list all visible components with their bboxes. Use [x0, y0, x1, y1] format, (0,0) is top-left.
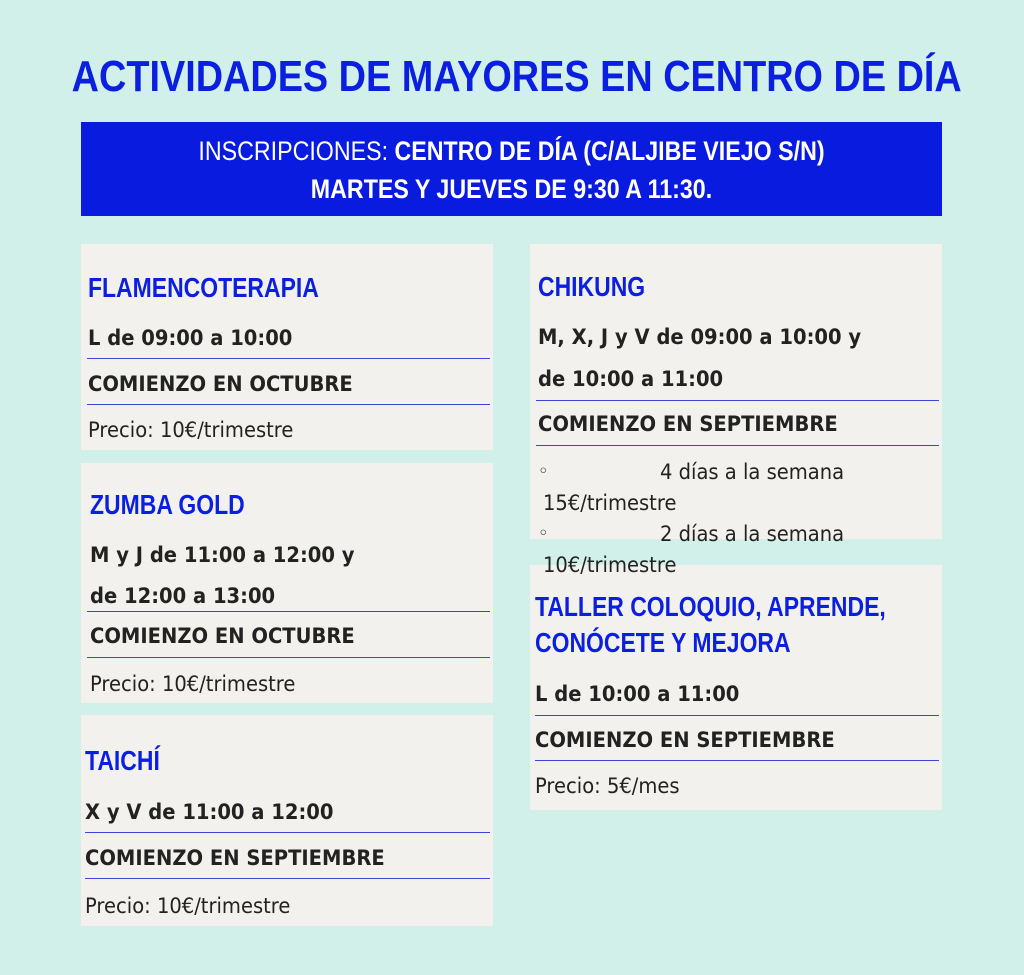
bullet-icon: ◦ — [538, 461, 549, 482]
divider — [87, 657, 490, 658]
activity-card-zumba-gold — [81, 463, 493, 703]
activity-price: Precio: 10€/trimestre — [85, 894, 291, 918]
divider — [85, 878, 490, 879]
activity-name-continued: CONÓCETE Y MEJORA — [535, 627, 791, 658]
divider — [87, 611, 490, 612]
bullet-icon: ◦ — [538, 523, 549, 544]
activity-price: Precio: 10€/trimestre — [90, 672, 296, 696]
activity-price: Precio: 10€/trimestre — [88, 418, 294, 442]
activity-name: FLAMENCOTERAPIA — [88, 272, 319, 303]
divider — [85, 832, 490, 833]
activity-schedule-continued: de 12:00 a 13:00 — [90, 584, 276, 608]
divider — [536, 445, 939, 446]
activity-name: ZUMBA GOLD — [90, 489, 245, 520]
option-days: 2 días a la semana — [660, 522, 845, 546]
divider — [87, 404, 490, 405]
inscriptions-place: CENTRO DE DÍA (C/ALJIBE VIEJO S/N) — [394, 136, 825, 166]
activity-start: COMIENZO EN SEPTIEMBRE — [535, 728, 835, 752]
activity-schedule: L de 09:00 a 10:00 — [88, 326, 293, 350]
activity-start: COMIENZO EN OCTUBRE — [88, 372, 353, 396]
inscriptions-place-line — [141, 136, 881, 167]
inscriptions-label: INSCRIPCIONES: — [198, 136, 395, 166]
activity-schedule: M y J de 11:00 a 12:00 y — [90, 543, 355, 567]
activity-card-taller-coloquio — [530, 565, 942, 810]
activity-name: CHIKUNG — [538, 271, 646, 302]
divider — [536, 400, 939, 401]
divider — [87, 358, 490, 359]
inscriptions-schedule: MARTES Y JUEVES DE 9:30 A 11:30. — [310, 174, 713, 204]
inscriptions-banner — [81, 122, 942, 216]
activity-card-taichi — [81, 715, 493, 926]
activity-schedule: X y V de 11:00 a 12:00 — [85, 800, 334, 824]
activity-start: COMIENZO EN SEPTIEMBRE — [538, 412, 838, 436]
activity-schedule: L de 10:00 a 11:00 — [535, 682, 740, 706]
divider — [535, 715, 939, 716]
activity-schedule-continued: de 10:00 a 11:00 — [538, 367, 724, 391]
activity-schedule: M, X, J y V de 09:00 a 10:00 y — [538, 325, 862, 349]
option-price: 15€/trimestre — [543, 491, 677, 515]
activity-card-flamencoterapia — [81, 244, 493, 450]
activity-start: COMIENZO EN OCTUBRE — [90, 624, 355, 648]
activity-price: Precio: 5€/mes — [535, 774, 680, 798]
divider — [535, 760, 939, 761]
option-days: 4 días a la semana — [660, 460, 845, 484]
activity-name: TALLER COLOQUIO, APRENDE, — [535, 591, 886, 622]
option-price: 10€/trimestre — [543, 553, 677, 577]
activity-start: COMIENZO EN SEPTIEMBRE — [85, 846, 385, 870]
page-title: ACTIVIDADES DE MAYORES EN CENTRO DE DÍA — [71, 52, 962, 101]
activity-name: TAICHÍ — [85, 745, 160, 776]
